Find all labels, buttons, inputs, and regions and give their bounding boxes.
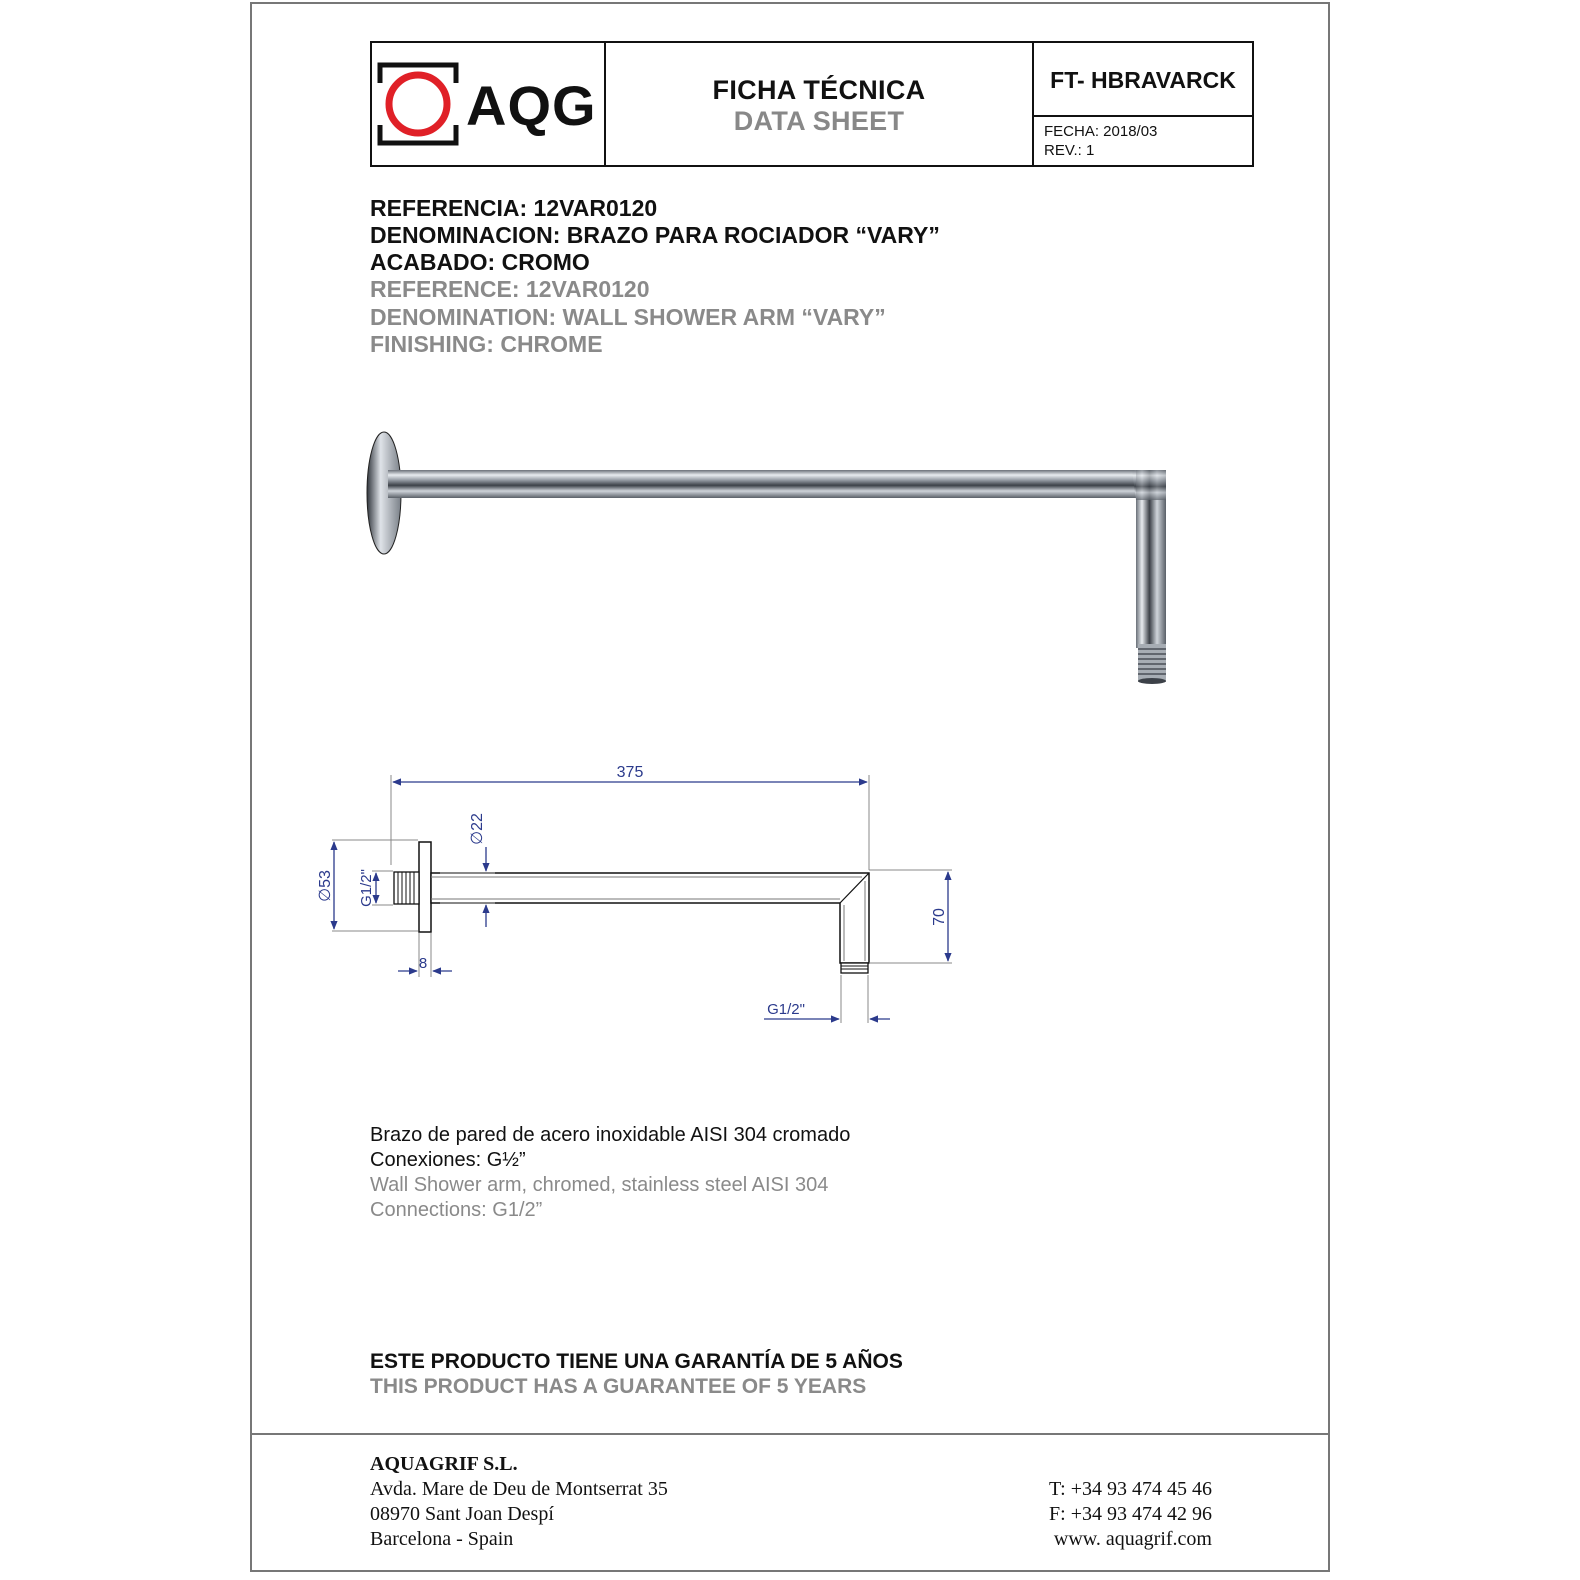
description-en-line2: Connections: G1/2” bbox=[370, 1199, 543, 1221]
reference-en: REFERENCE: 12VAR0120 bbox=[370, 276, 650, 302]
finish-es: ACABADO: CROMO bbox=[370, 249, 590, 275]
title-spanish: FICHA TÉCNICA bbox=[712, 75, 926, 105]
dim-outlet-thread-label: G1/2" bbox=[767, 1001, 805, 1018]
arm-tube-shape bbox=[431, 873, 869, 963]
dim-drop-label: 70 bbox=[931, 908, 948, 926]
dim-length-label: 375 bbox=[616, 764, 644, 781]
denomination-es: DENOMINACION: BRAZO PARA ROCIADOR “VARY” bbox=[370, 222, 940, 248]
company-name: AQUAGRIF S.L. bbox=[370, 1453, 518, 1475]
dim-wall-thread-label: G1/2" bbox=[358, 869, 375, 907]
address-line1: Avda. Mare de Deu de Montserrat 35 bbox=[370, 1478, 668, 1500]
phone: T: +34 93 474 45 46 bbox=[1048, 1478, 1212, 1500]
title-english: DATA SHEET bbox=[733, 106, 905, 136]
doc-code-cell bbox=[1034, 43, 1252, 117]
flange-shape bbox=[419, 842, 431, 932]
title-cell bbox=[606, 43, 1034, 165]
guarantee-es: ESTE PRODUCTO TIENE UNA GARANTÍA DE 5 AÑOS bbox=[370, 1350, 903, 1373]
doc-code: FT- HBRAVARCK bbox=[1050, 67, 1236, 93]
denomination-en: DENOMINATION: WALL SHOWER ARM “VARY” bbox=[370, 304, 886, 330]
technical-drawing bbox=[300, 755, 980, 1040]
guarantee-en: THIS PRODUCT HAS A GUARANTEE OF 5 YEARS bbox=[370, 1375, 867, 1398]
revision-line: REV.: 1 bbox=[1044, 142, 1095, 159]
address-line2: 08970 Sant Joan Despí bbox=[370, 1503, 554, 1525]
finish-en: FINISHING: CHROME bbox=[370, 331, 603, 357]
logo-text: AQG bbox=[466, 74, 597, 137]
description-en-line1: Wall Shower arm, chromed, stainless steel AISI 304 bbox=[370, 1174, 829, 1196]
header-table bbox=[370, 41, 1254, 167]
description-es-line2: Conexiones: G½” bbox=[370, 1149, 526, 1171]
product-photo bbox=[360, 420, 1190, 700]
address-line3: Barcelona - Spain bbox=[370, 1528, 514, 1550]
date-line: FECHA: 2018/03 bbox=[1044, 123, 1158, 140]
logo-cell bbox=[372, 43, 606, 165]
dim-tube-diameter-label: ∅22 bbox=[469, 813, 486, 845]
dim-flange-diameter-label: ∅53 bbox=[317, 870, 334, 902]
meta-cell bbox=[1034, 117, 1252, 165]
fax: F: +34 93 474 42 96 bbox=[1049, 1503, 1212, 1525]
reference-es: REFERENCIA: 12VAR0120 bbox=[370, 195, 658, 221]
footer-divider bbox=[250, 1433, 1330, 1435]
dim-flange-thickness-label: 8 bbox=[418, 955, 428, 972]
website-link[interactable]: www. aquagrif.com bbox=[1053, 1528, 1212, 1550]
description-es-line1: Brazo de pared de acero inoxidable AISI 304 cromado bbox=[370, 1124, 851, 1146]
